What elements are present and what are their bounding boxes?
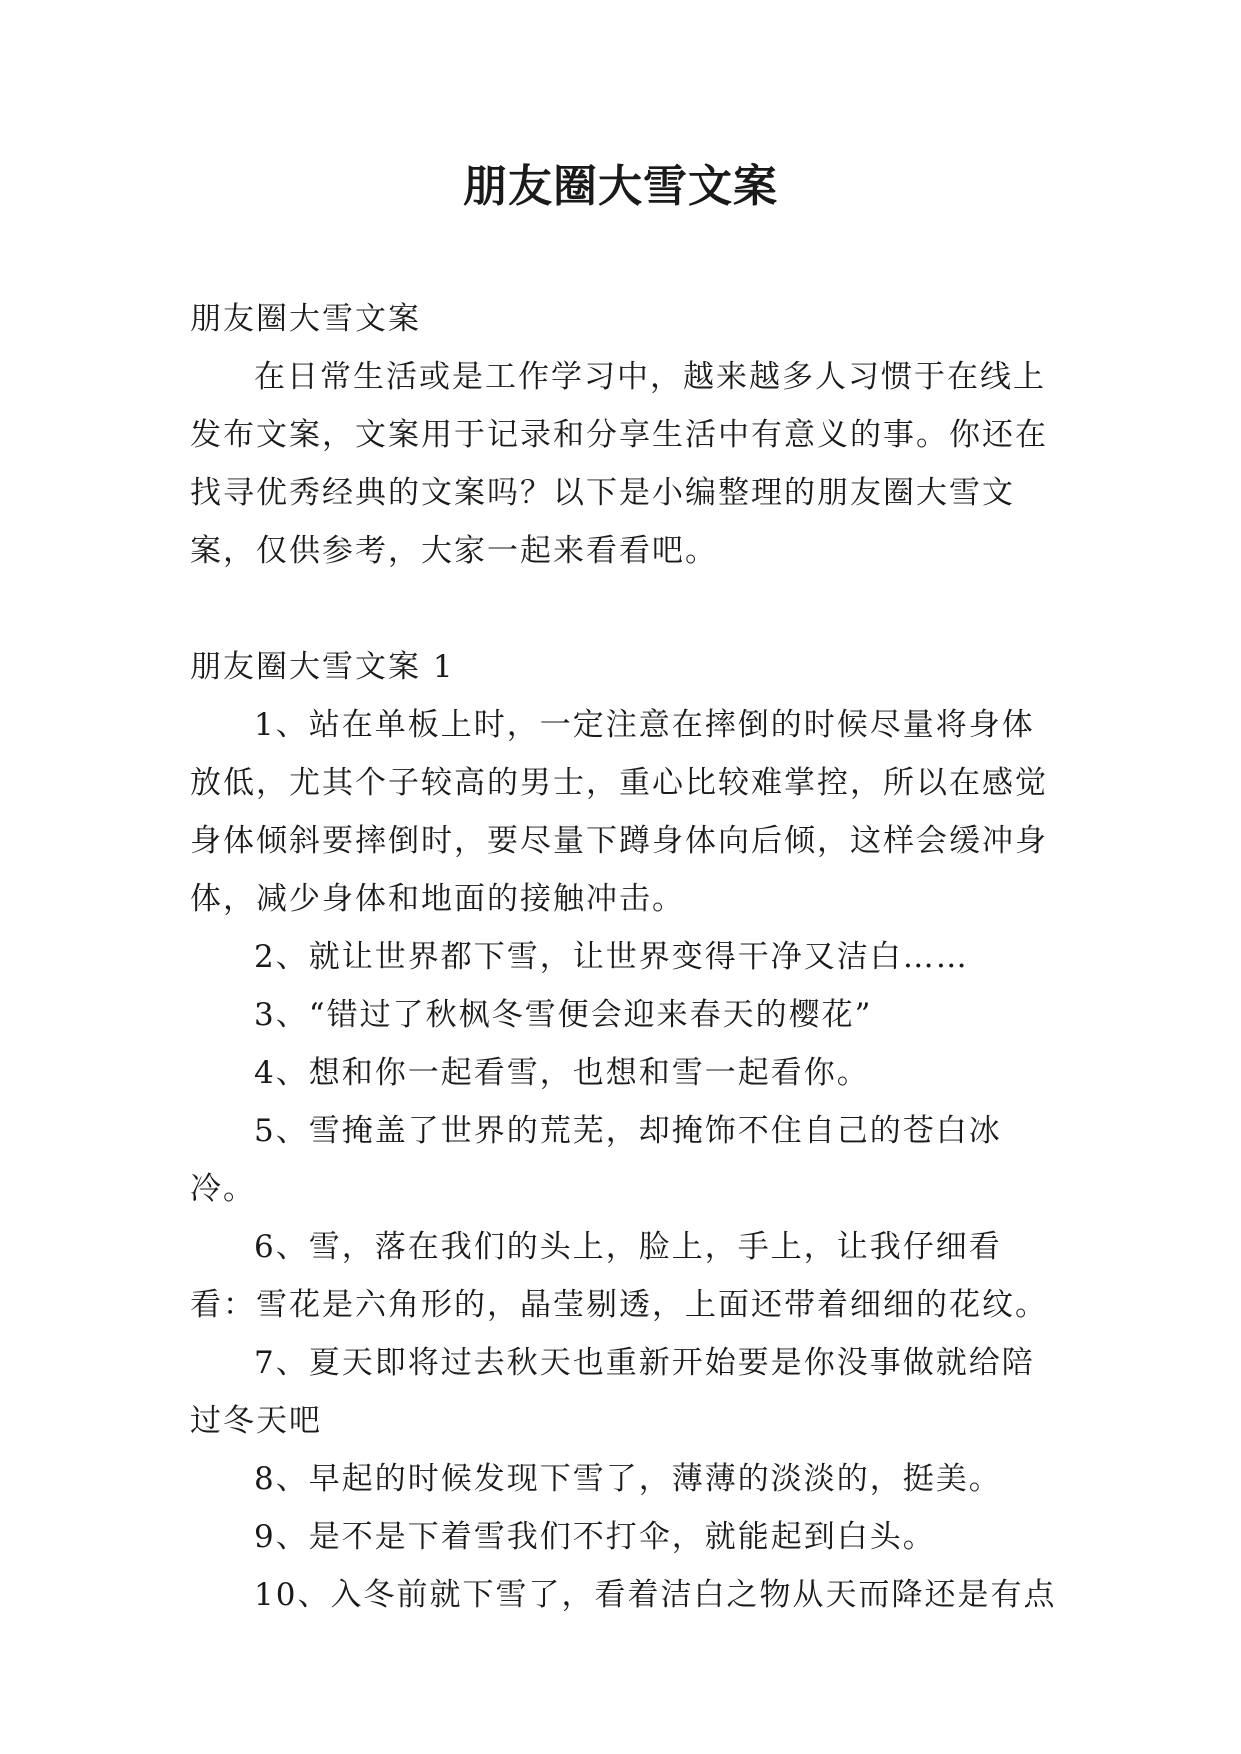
list-item: 8、早起的时候发现下雪了，薄薄的淡淡的，挺美。	[254, 1461, 1002, 1497]
list-item: 4、想和你一起看雪，也想和雪一起看你。	[254, 1055, 870, 1091]
list-item: 7、夏天即将过去秋天也重新开始要是你没事做就给陪过冬天吧	[190, 1345, 1035, 1439]
list-item: 9、是不是下着雪我们不打伞，就能起到白头。	[254, 1519, 936, 1555]
list-item: 3、“错过了秋枫冬雪便会迎来春天的樱花”	[254, 997, 873, 1033]
list-item: 2、就让世界都下雪，让世界变得干净又洁白……	[254, 939, 969, 975]
intro-paragraph: 在日常生活或是工作学习中，越来越多人习惯于在线上发布文案，文案用于记录和分享生活中有意义的事。你还在找寻优秀经典的文案吗？以下是小编整理的朋友圈大雪文案，仅供参考，大家一起来看看吧。	[190, 359, 1048, 569]
document-body	[190, 290, 1060, 1624]
document-title: 朋友圈大雪文案	[463, 161, 778, 212]
list-item: 1、站在单板上时，一定注意在摔倒的时候尽量将身体放低，尤其个子较高的男士，重心比较难掌控，所以在感觉身体倾斜要摔倒时，要尽量下蹲身体向后倾，这样会缓冲身体，减少身体和地面的接触冲击。	[190, 707, 1048, 917]
spacer	[190, 580, 1060, 638]
list-item: 10、入冬前就下雪了，看着洁白之物从天而降还是有点	[254, 1577, 1057, 1613]
section-heading: 朋友圈大雪文案 1	[190, 649, 455, 685]
list-item: 5、雪掩盖了世界的荒芜，却掩饰不住自己的苍白冰冷。	[190, 1113, 1002, 1207]
intro-heading: 朋友圈大雪文案	[190, 301, 421, 337]
list-item: 6、雪，落在我们的头上，脸上，手上，让我仔细看看：雪花是六角形的，晶莹剔透，上面还带着细细的花纹。	[190, 1229, 1048, 1323]
